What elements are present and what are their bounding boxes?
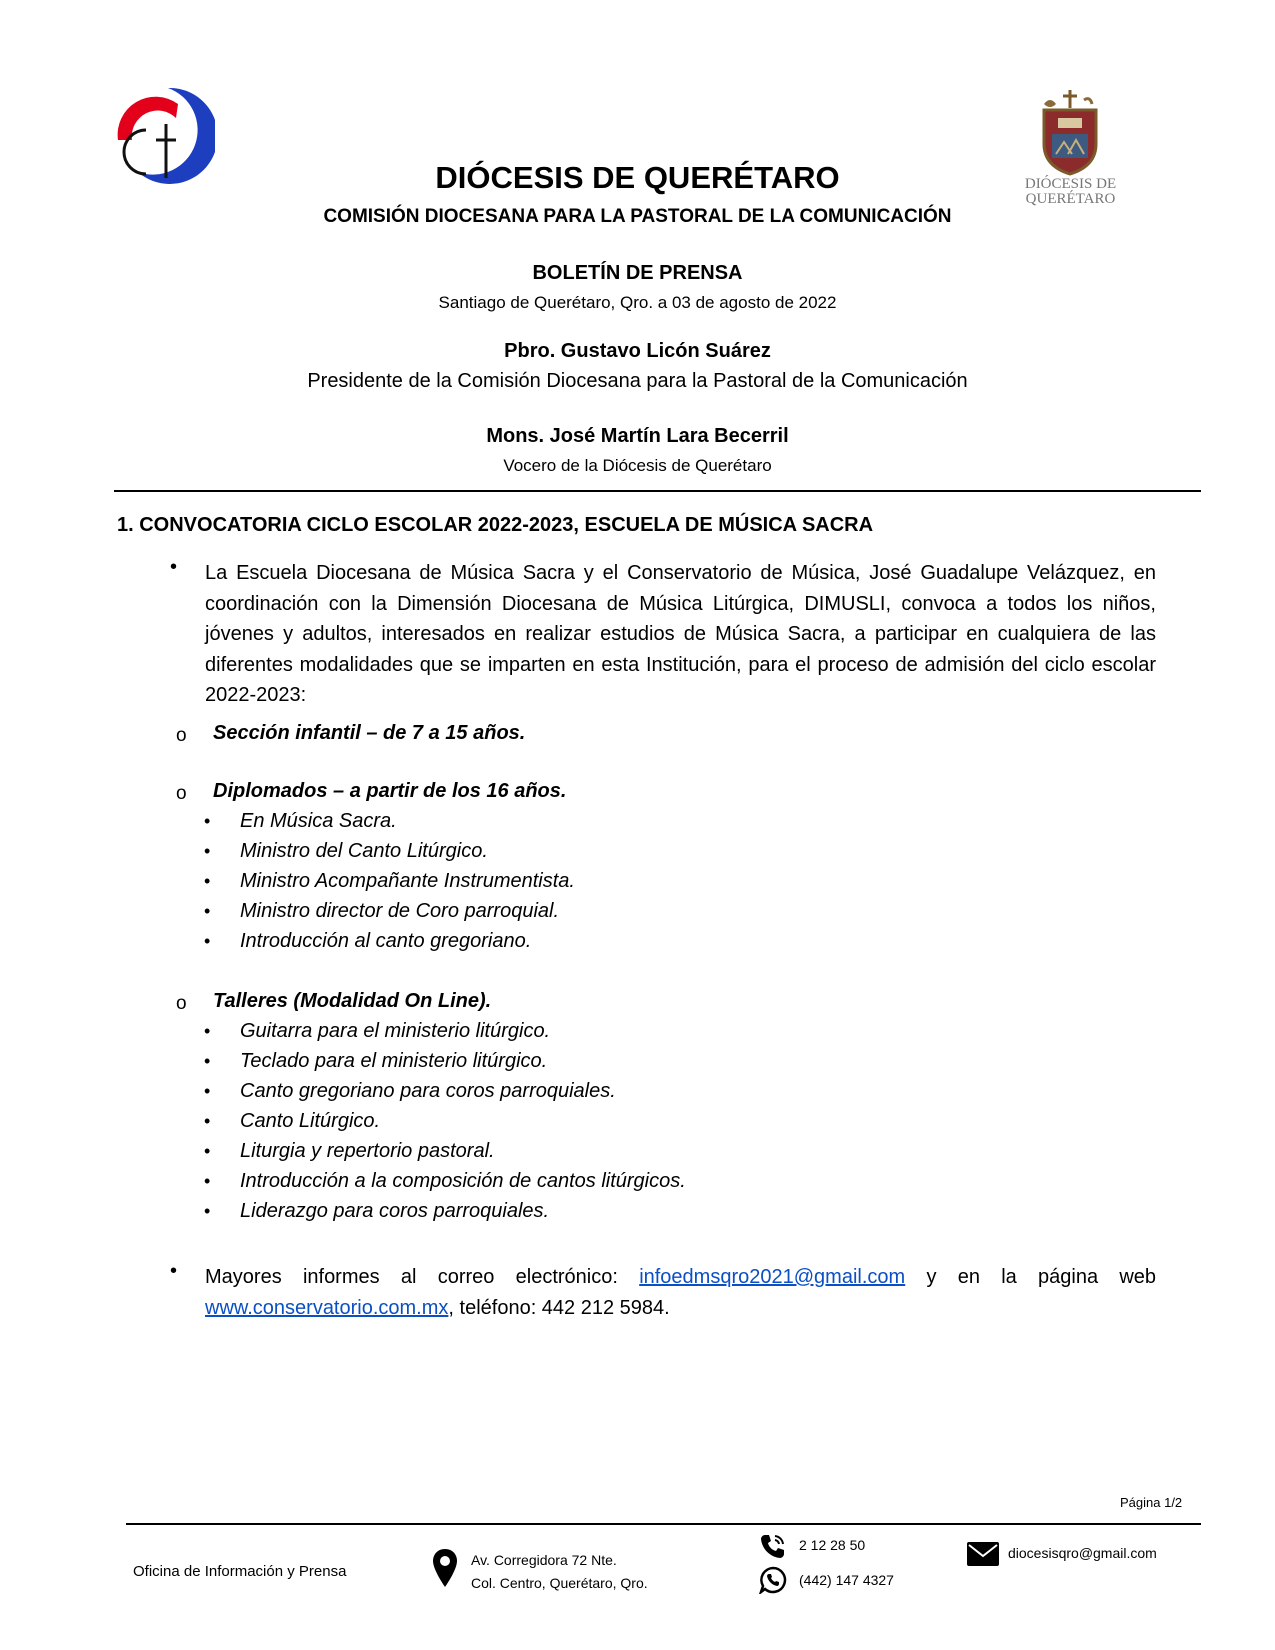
address-line-1: Av. Corregidora 72 Nte. — [471, 1552, 617, 1568]
contact-bullet: • — [170, 1260, 178, 1282]
address-line-2: Col. Centro, Querétaro, Qro. — [471, 1575, 648, 1591]
commission-name: COMISIÓN DIOCESANA PARA LA PASTORAL DE LA COMUNICACIÓN — [323, 206, 952, 227]
dateline: Santiago de Querétaro, Qro. a 03 de agosto de 2022 — [438, 293, 837, 312]
list-item: Canto gregoriano para coros parroquiales. — [240, 1080, 616, 1102]
envelope-icon — [967, 1542, 999, 1571]
location-pin-icon — [432, 1548, 458, 1593]
group-marker: o — [176, 993, 187, 1014]
list-bullet: • — [204, 901, 211, 921]
email-link[interactable]: infoedmsqro2021@gmail.com — [639, 1266, 906, 1288]
footer-email: diocesisqro@gmail.com — [1008, 1545, 1157, 1561]
list-bullet: • — [204, 1021, 211, 1041]
list-bullet: • — [204, 1141, 211, 1161]
list-bullet: • — [204, 1201, 211, 1221]
header-divider — [114, 490, 1201, 492]
section-heading: 1. CONVOCATORIA CICLO ESCOLAR 2022-2023, ESCUELA DE MÚSICA SACRA — [117, 514, 874, 536]
page-title: DIÓCESIS DE QUERÉTARO — [435, 160, 840, 195]
contact-suffix: , teléfono: 442 212 5984. — [448, 1296, 670, 1319]
group-title-infantil: Sección infantil – de 7 a 15 años. — [213, 722, 526, 744]
list-item: Liderazgo para coros parroquiales. — [240, 1200, 550, 1222]
list-bullet: • — [204, 1171, 211, 1191]
list-item: Ministro del Canto Litúrgico. — [240, 840, 488, 862]
list-item: Ministro Acompañante Instrumentista. — [240, 870, 575, 892]
phone-2: (442) 147 4327 — [799, 1572, 894, 1588]
signatory-role-2: Vocero de la Diócesis de Querétaro — [503, 456, 772, 475]
contact-middle: y en la página web — [926, 1266, 1157, 1288]
list-item: Canto Litúrgico. — [240, 1110, 381, 1132]
page-number: Página 1/2 — [1120, 1495, 1183, 1510]
list-bullet: • — [204, 931, 211, 951]
list-bullet: • — [204, 1111, 211, 1131]
list-item: En Música Sacra. — [240, 810, 397, 832]
signatory-name-2: Mons. José Martín Lara Becerril — [486, 425, 789, 447]
group-title-talleres: Talleres (Modalidad On Line). — [213, 990, 492, 1012]
website-link[interactable]: www.conservatorio.com.mx — [205, 1296, 449, 1319]
list-bullet: • — [204, 1081, 211, 1101]
group-marker: o — [176, 725, 187, 746]
office-name: Oficina de Información y Prensa — [133, 1563, 347, 1580]
signatory-name-1: Pbro. Gustavo Licón Suárez — [504, 340, 771, 362]
list-bullet: • — [204, 1051, 211, 1071]
footer-divider — [126, 1523, 1201, 1525]
list-item: Introducción al canto gregoriano. — [240, 930, 532, 952]
phone-icon — [759, 1532, 787, 1565]
list-item: Ministro director de Coro parroquial. — [240, 900, 560, 922]
group-marker: o — [176, 783, 187, 804]
whatsapp-icon — [759, 1566, 787, 1599]
list-item: Liturgia y repertorio pastoral. — [240, 1140, 495, 1162]
contact-paragraph — [205, 1262, 1156, 1323]
list-item: Introducción a la composición de cantos litúrgicos. — [240, 1170, 686, 1192]
phone-1: 2 12 28 50 — [799, 1537, 866, 1553]
list-bullet: • — [204, 871, 211, 891]
intro-bullet: • — [170, 556, 178, 578]
list-bullet: • — [204, 811, 211, 831]
group-title-diplomados: Diplomados – a partir de los 16 años. — [213, 780, 567, 802]
contact-prefix: Mayores informes al correo electrónico: — [205, 1266, 618, 1288]
list-item: Teclado para el ministerio litúrgico. — [240, 1050, 548, 1072]
intro-paragraph: La Escuela Diocesana de Música Sacra y el Conservatorio de Música, José Guadalupe Velázquez, en coordinación con la Dimensión Diocesana de Música Litúrgica, DIMUSLI, convoca a todos los niños, jóvenes y adultos, interesados en realizar estudios de Música Sacra, a participar en cualquiera de las diferentes modalidades que se imparten en esta Institución, para el proceso de admisión del ciclo escolar 2022-2023: — [205, 562, 1156, 706]
list-item: Guitarra para el ministerio litúrgico. — [240, 1020, 551, 1042]
signatory-role-1: Presidente de la Comisión Diocesana para la Pastoral de la Comunicación — [307, 370, 968, 392]
bulletin-heading: BOLETÍN DE PRENSA — [532, 262, 743, 284]
seal-text-line2: QUERÉTARO — [1025, 191, 1116, 207]
seal-text-line1: DIÓCESIS DE — [1024, 176, 1117, 192]
list-bullet: • — [204, 841, 211, 861]
